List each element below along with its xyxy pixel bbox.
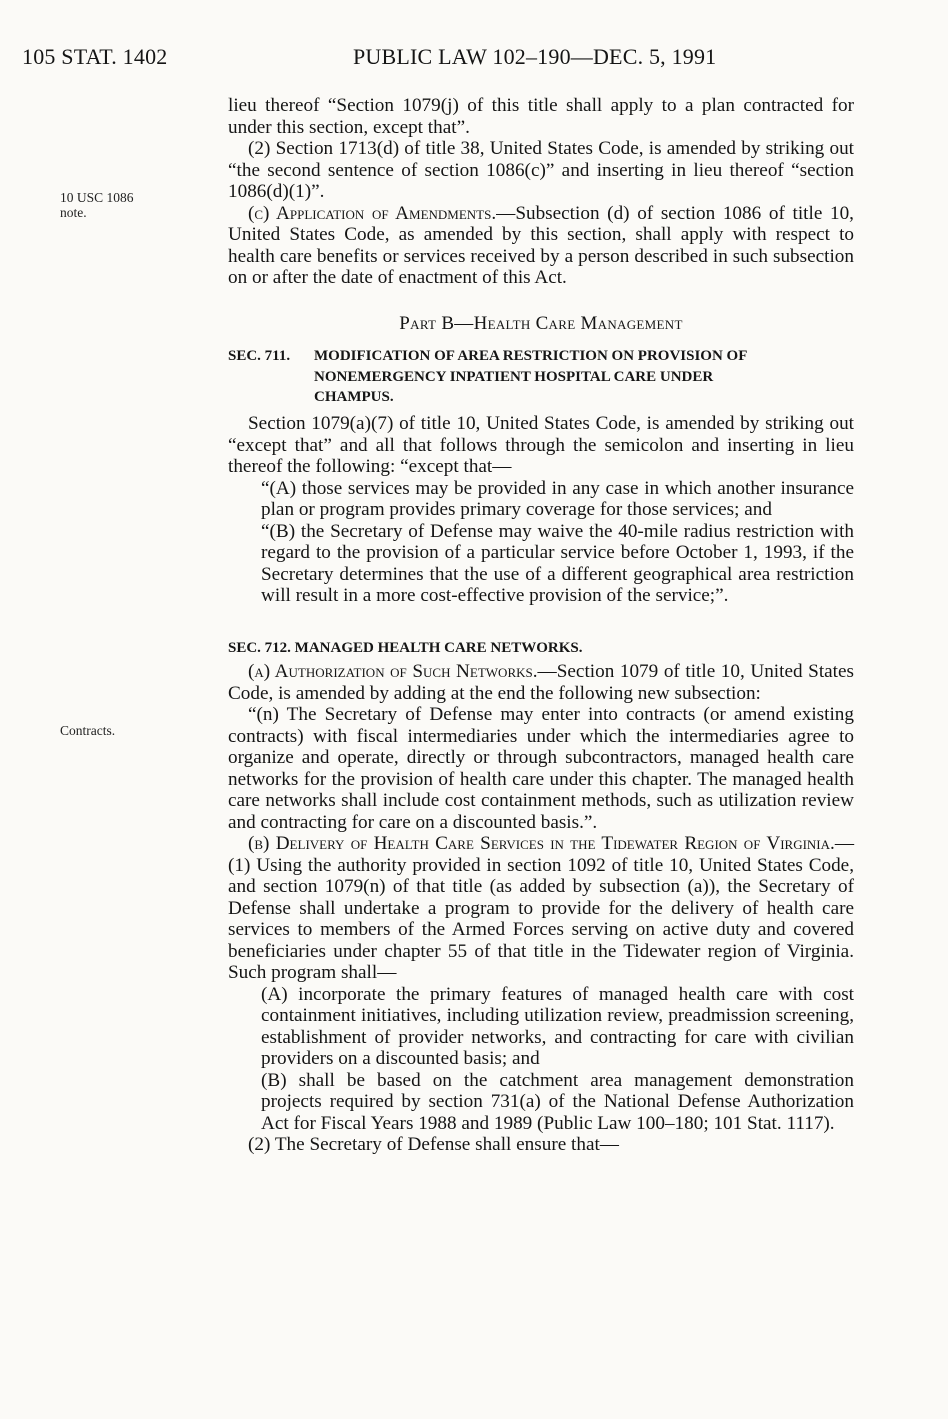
paragraph-2: (2) Section 1713(d) of title 38, United States Code, is amended by striking out “the second sentence of section 1086(c)” and inserting in lieu thereof “section 1086(d)(1)”. (228, 138, 854, 202)
section-712-b-2: (2) The Secretary of Defense shall ensure that— (248, 1134, 619, 1155)
section-711-clause-a: “(A) those services may be provided in any case in which another insurance plan or program provides primary coverage for those services; and (261, 477, 854, 520)
margin-note-usc-note: note. (60, 205, 87, 220)
margin-note-usc (60, 190, 134, 220)
part-title: Part B—Health Care Management (399, 313, 683, 334)
paragraph-c (228, 203, 854, 289)
paragraph-c-text: —Subsection (d) of section 1086 of title 10, United States Code, as amended by this section, shall apply with respect to health care benefits or services received by a person described in such subsection on or after the date of enactment of this Act. (228, 202, 854, 288)
section-711-intro: Section 1079(a)(7) of title 10, United States Code, is amended by striking out “except that” and all that follows through the semicolon and inserting in lieu thereof the following: “except that— (228, 413, 854, 477)
section-711-title-2: NONEMERGENCY INPATIENT HOSPITAL CARE UNDER (314, 368, 714, 385)
section-712-n: “(n) The Secretary of Defense may enter into contracts (or amend existing contracts) with fiscal intermediaries under which the intermediaries agree to organize and operate, directly or through subcontractors, managed health care networks for the provision of health care under this chapter. The managed health care networks shall include cost containment methods, such as utilization review and contracting for care on a discounted basis.”. (228, 704, 854, 833)
top-section (228, 95, 854, 289)
section-712-body (228, 661, 854, 1156)
section-711-clause-b: “(B) the Secretary of Defense may waive the 40-mile radius restriction with regard to the provision of a particular service before October 1, 1993, if the Secretary determines that the use of a different geographical area restriction will result in a more cost-effective provision of the service;”. (261, 520, 854, 606)
paragraph-c-label: (c) Application of Amendments. (248, 202, 497, 224)
section-712-b-A: (A) incorporate the primary features of managed health care with cost containment initiatives, including utilization review, preadmission screening, establishment of provider networks, and contracting for care with civilian providers on a discounted basis; and (261, 983, 854, 1069)
section-711-heading (228, 346, 854, 408)
law-title: PUBLIC LAW 102–190—DEC. 5, 1991 (353, 44, 717, 69)
section-712-b (228, 833, 854, 984)
section-712-a-label: (a) Authorization of Such Networks. (248, 661, 538, 682)
section-712-b-B: (B) shall be based on the catchment area management demonstration projects required by section 731(a) of the National Defense Authorization Act for Fiscal Years 1988 and 1989 (Public Law 100–180; 101 Stat. 1117). (261, 1069, 854, 1134)
section-711-title-3: CHAMPUS. (314, 389, 394, 405)
section-711-line1 (228, 348, 747, 364)
paragraph-continuation: lieu thereof “Section 1079(j) of this title shall apply to a plan contracted for under this section, except that”. (228, 95, 854, 138)
section-712-b-text: —(1) Using the authority provided in section 1092 of title 10, United States Code, and section 1079(n) of that title (as added by subsection (a)), the Secretary of Defense shall undertake a program to provide for the delivery of health care services to members of the Armed Forces serving on active duty and covered beneficiaries under chapter 55 of that title in the Tidewater region of Virginia. Such program shall— (228, 833, 854, 983)
page-reference: 105 STAT. 1402 (22, 44, 168, 69)
section-711-title-1: MODIFICATION OF AREA RESTRICTION ON PROVISION OF (314, 348, 748, 364)
section-712-a-text: —Section 1079 of title 10, United States Code, is amended by adding at the end the following new subsection: (228, 661, 854, 704)
margin-note-usc-line: 10 USC 1086 (60, 190, 134, 205)
section-712-a (228, 661, 854, 704)
section-712-heading: SEC. 712. MANAGED HEALTH CARE NETWORKS. (228, 640, 583, 656)
margin-note-contracts: Contracts. (60, 723, 116, 738)
section-711-number: SEC. 711. (228, 348, 291, 364)
section-711-body (228, 413, 854, 607)
section-712-b-label: (b) Delivery of Health Care Services in the Tidewater Region of Virginia. (248, 833, 835, 854)
